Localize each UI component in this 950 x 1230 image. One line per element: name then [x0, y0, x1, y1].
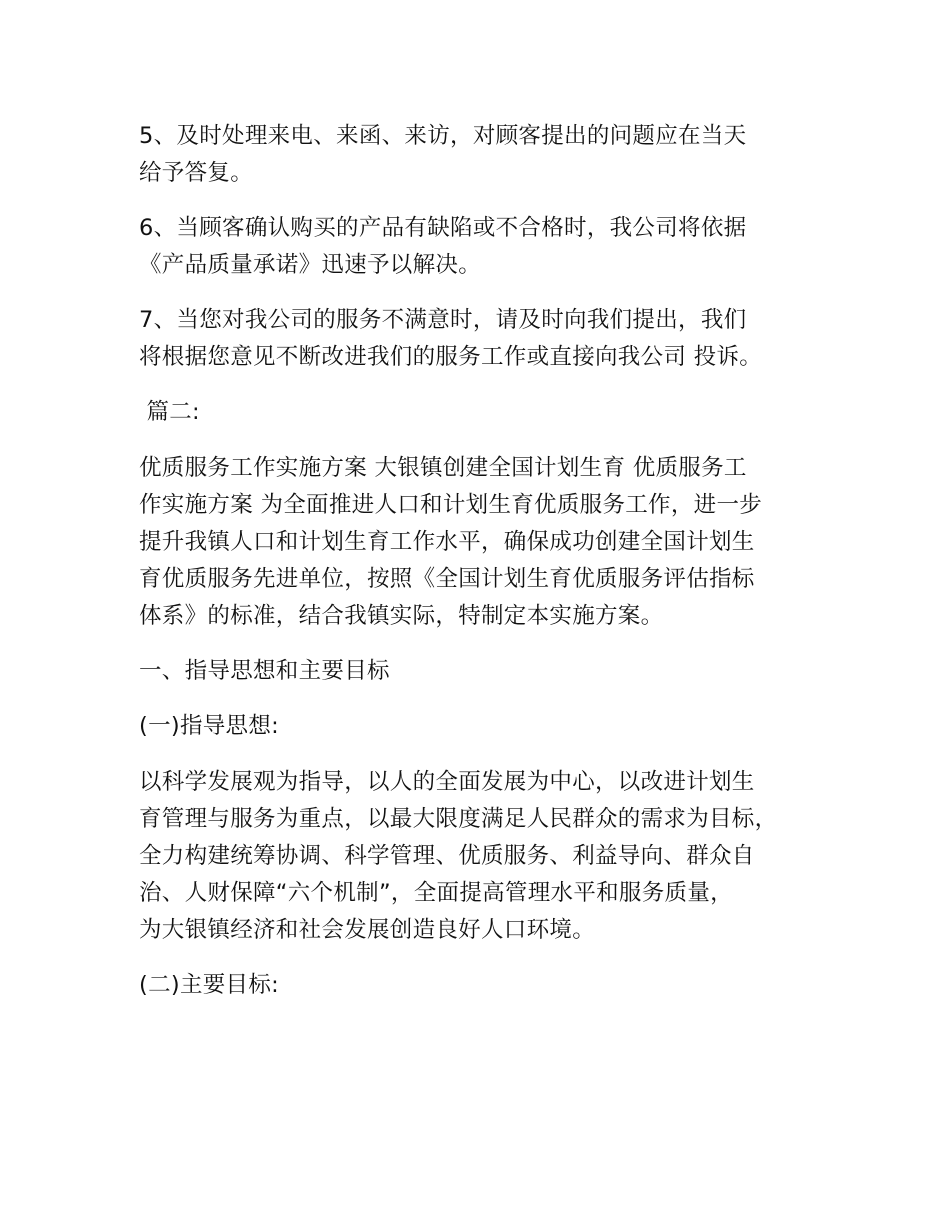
- section-1-heading: 一、指导思想和主要目标: [139, 658, 390, 684]
- intro-line-4: 育优质服务先进单位，按照《全国计划生育优质服务评估指标: [139, 566, 755, 592]
- intro-line-5: 体系》的标准，结合我镇实际，特制定本实施方案。: [139, 603, 664, 629]
- paragraph-7-line-1: 7、当您对我公司的服务不满意时，请及时向我们提出，我们: [139, 307, 747, 333]
- guiding-line-3: 全力构建统筹协调、科学管理、优质服务、利益导向、群众自: [139, 843, 755, 869]
- paragraph-6-line-1: 6、当顾客确认购买的产品有缺陷或不合格时，我公司将依据: [139, 215, 747, 241]
- paragraph-5-line-2: 给予答复。: [139, 160, 254, 186]
- guiding-line-4: 治、人财保障“六个机制”，全面提高管理水平和服务质量，: [139, 880, 733, 906]
- guiding-line-2: 育管理与服务为重点，以最大限度满足人民群众的需求为目标，: [139, 806, 778, 832]
- part-two-heading: 篇二:: [139, 399, 200, 425]
- paragraph-6-line-2: 《产品质量承诺》迅速予以解决。: [139, 252, 482, 278]
- intro-line-3: 提升我镇人口和计划生育工作水平，确保成功创建全国计划生: [139, 529, 755, 555]
- subsection-2-heading: (二)主要目标:: [139, 972, 280, 998]
- intro-line-1: 优质服务工作实施方案 大银镇创建全国计划生育 优质服务工: [139, 455, 747, 481]
- guiding-line-1: 以科学发展观为指导，以人的全面发展为中心，以改进计划生: [139, 769, 755, 795]
- paragraph-7-line-2: 将根据您意见不断改进我们的服务工作或直接向我公司 投诉。: [139, 344, 763, 370]
- intro-line-2: 作实施方案 为全面推进人口和计划生育优质服务工作，进一步: [139, 492, 763, 518]
- subsection-1-heading: (一)指导思想:: [139, 713, 280, 739]
- paragraph-5-line-1: 5、及时处理来电、来函、来访，对顾客提出的问题应在当天: [139, 123, 747, 149]
- guiding-line-5: 为大银镇经济和社会发展创造良好人口环境。: [139, 917, 596, 943]
